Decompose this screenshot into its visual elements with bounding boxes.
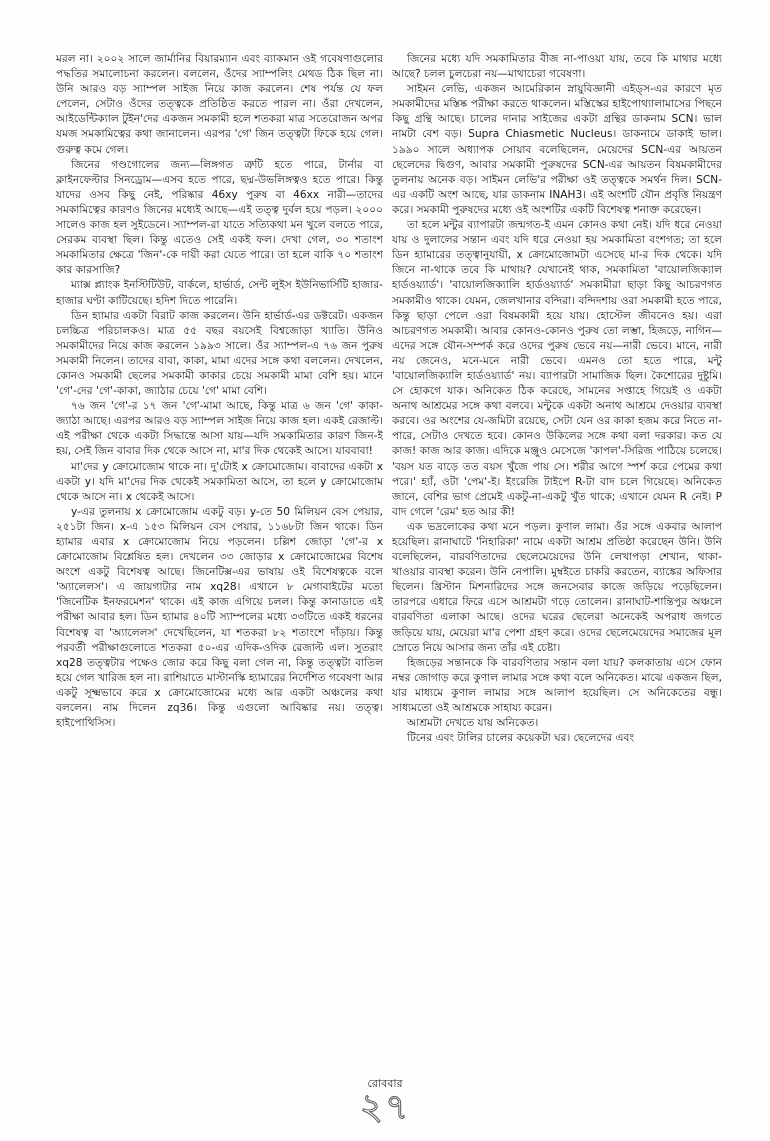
paragraph: জিনের মধ্যে যদি সমকামিতার বীজ না-পাওয়া যায়, তবে কি মাথার মধ্যে আছে? চলল চুলচেরা নয়—মাথাচেরা গবেষণা। xyxy=(392,53,722,81)
paragraph: হিজড়ের সন্তানকে কি বারবণিতার সন্তান বলা যায়? কলকাতায় এসে ফোন নম্বর জোগাড় করে কুণাল লামার সঙ্গে কথা বলে অনিকেত। মাঝে একজন ছিল, যার মাধ্যমে কুণাল লামার সঙ্গে আলাপ হয়েছিল। সে অনিকেতের বন্ধু। সাধ্যমতো ওই আশ্রমকে সাহায্য করেন। xyxy=(392,656,722,715)
paragraph: y-এর তুলনায় x ক্রোমোজোম একটু বড়। y-তে 50 মিলিয়ন বেস পেয়ার, ২৫১টা জিন। x-এ ১৫৩ মিলিয়ন বেস পেয়ার, ১১৬৮টা জিন থাকে। ডিন হ্যামার এবার x ক্রোমোজোম নিয়ে পড়লেন। চল্লিশ জোড়া 'গে'-র x ক্রোমোজোম বিশ্লেষিত হল। দেখলেন ৩৩ জোড়ার x ক্রোমোজোমের বিশেষ অংশে একটু বিশেষত্ব আছে। জিনেটিক্স-এর ভাষায় ওই বিশেষত্বকে বলে 'অ্যালেলস'। এ জায়গাটার নাম xq28। এখানে ৮ মেগাবাইটের মতো 'জিনেটিক ইনফরমেশন' থাকে। এই কাজ এগিয়ে চলল। কিন্তু কানাডাতে এই পরীক্ষা আবার হল। ডিন হ্যামার ৪০টি স্যাম্পলের মধ্যে ৩৩টিতে একই ধরনের বিশেষত্ব বা 'অ্যালেলস' দেখেছিলেন, যা শতকরা ৮২ শতাংশে দাঁড়ায়। কিন্তু পরবর্তী পরীক্ষাগুলোতে শতকরা ৫০-এর এদিক-ওদিক রেজাল্ট এল। সুতরাং xq28 তত্ত্বটার পক্ষেও জোর করে কিছু বলা গেল না, কিন্তু তত্ত্বটা বাতিল হয়ে গেল খারিজ হল না। রাশিয়াতে মাস্টানস্কি হ্যামারের নির্দেশিত গবেষণা আর একটু সূক্ষ্মভাবে করে x ক্রোমোজোমের মধ্যে আর একটা অঞ্চলের কথা বললেন। নাম দিলেন zq36। কিন্তু এগুলো আবিষ্কার নয়। তত্ত্ব। হাইপোথিসিস। xyxy=(56,505,383,730)
paragraph: জিনের গণ্ডগোলের জন্য—লিঙ্গগত ত্রুটি হতে পারে, টার্নার বা ক্লাইনফেল্টার সিনড্রোম—এসব হতে পারে, ছদ্ম-উভলিঙ্গত্বও হতে পারে। কিন্তু যাদের ওসব কিছু নেই, পরিষ্কার 46xy পুরুষ বা 46xx নারী—তাদের সমকামিত্বের কারণও জিনের মধ্যেই আছে—এই তত্ত্ব দুর্বল হয়ে পড়ল। ২০০০ সালেও কাজ হল সুইডেনে। স্যাম্পল-রা যাতে সত্যিকথা মন খুলে বলতে পারে, সেরকম ব্যবস্থা ছিল। কিন্তু এতেও সেই একই ফল। দেখা গেল, ৩০ শতাংশ সমকামিতার ক্ষেত্রে 'জিন'-কে দায়ী করা যেতে পারে। তা হলে বাকি ৭০ শতাংশ কার কারসাজি? xyxy=(56,158,383,277)
left-column xyxy=(56,52,383,1067)
paragraph: মরল না। ২০০২ সালে জার্মানির বিয়ারম্যান এবং ব্যাকমান ওই গবেষণাগুলোর পদ্ধতির সমালোচনা করলেন। বললেন, ওঁদের স্যাম্পলিং মেথড ঠিক ছিল না। উনি আরও বড় স্যাম্পল সাইজ নিয়ে কাজ করলেন। শেষ পর্যন্ত যে ফল পেলেন, সেটাও ওঁদের তত্ত্বকে প্রতিষ্ঠিত করতে পারল না। ওঁরা দেখলেন, আইডেন্টিক্যাল টুইন'দের একজন সমকামী হলে শতকরা মাত্র সতেরোজন অপর যমজ সমকামিত্বের কথা জানালেন। এরপর 'গে' জিন তত্ত্বটা ফিকে হয়ে গেল। গুরুত্ব কমে গেল। xyxy=(56,53,383,156)
paragraph: আশ্রমটা দেখতে যায় অনিকেত। xyxy=(407,717,539,730)
paragraph: টিনের এবং টালির চালের কয়েকটা ঘর। ছেলেদের এবং xyxy=(407,732,635,745)
magazine-name: রোববার xyxy=(367,1077,403,1090)
paragraph: এক ভদ্রলোকের কথা মনে পড়ল। কুণাল লামা। ওঁর সঙ্গে একবার আলাপ হয়েছিল। রানাঘাটে 'নিহারিকা' নামে একটা আশ্রম প্রতিষ্ঠা করেছেন উনি। উনি বলেছিলেন, বারবণিতাদের ছেলেমেয়েদের উনি লেখাপড়া শেখান, থাকা-খাওয়ার ব্যবস্থা করেন। উনি নেপালি। মুম্বইতে চাকরি করতেন, ব্যাঙ্কের অফিসার ছিলেন। খ্রিস্টান মিশনারিদের সঙ্গে জনসেবার কাজে জড়িয়ে পড়েছিলেন। তারপরে এধারে ফিরে এসে আশ্রমটা গড়ে তোলেন। রানাঘাট-শান্তিপুর অঞ্চলে বারবণিতা এলাকা আছে। ওদের ঘরের ছেলেরা অনেকেই অপরাধ জগতে জড়িয়ে যায়, মেয়েরা মা'র পেশা গ্রহণ করে। ওদের ছেলেমেয়েদের সমাজের মূল স্রোতে নিয়ে আসার জন্য তাঁর এই চেষ্টা। xyxy=(392,520,722,654)
right-column xyxy=(392,52,722,1067)
page-number: ২৭ xyxy=(359,1087,411,1128)
paragraph: ৭৬ জন 'গে'-র ১৭ জন 'গে'-মামা আছে, কিন্তু মাত্র ৬ জন 'গে' কাকা-জ্যাঠা আছে। এরপর আরও বড় স্যাম্পল সাইজ নিয়ে কাজ হল। একই রেজাল্ট। এই পরীক্ষা থেকে একটা সিদ্ধান্তে আসা যায়—যদি সমকামিতার কারণ জিন-ই হয়, সেই জিন বাবার দিক থেকে আসে না, মা'র দিক থেকেই আসে। যাববাবা! xyxy=(56,400,383,458)
paragraph: ম্যাক্স প্ল্যাংক ইনস্টিটিউট, বার্কলে, হার্ভার্ড, সেন্ট লুইস ইউনিভার্সিটি হাজার-হাজার ঘণ্টা কাটিয়েছে। হদিশ দিতে পারেনি। xyxy=(56,279,383,307)
paragraph: ডিন হ্যামার একটা বিরাট কাজ করলেন। উনি হার্ভার্ড-এর ডক্টরেট। একজন চলচ্চিত্র পরিচালকও। মাত্র ৫৫ বছর বয়সেই বিশ্বজোড়া খ্যাতি। উনিও সমকামীদের নিয়ে কাজ করলেন ১৯৯৩ সালে। ওঁর স্যাম্পল-এ ৭৬ জন পুরুষ সমকামী নিলেন। তাদের বাবা, কাকা, মামা এদের সঙ্গে কথা বললেন। দেখলেন, কোনও সমকামী ছেলের সমকামী কাকার চেয়ে সমকামী মামা বেশি হয়। মানে 'গে'-দের 'গে'-কাকা, জ্যাঠার চেয়ে 'গে' মামা বেশি। xyxy=(56,309,383,398)
paragraph: তা হলে মন্টুর ব্যাপারটা জন্মগত-ই এমন কোনও কথা নেই। যদি ধরে নেওয়া যায় ও দুলালের সন্তান এবং যদি ধরে নেওয়া হয় সমকামিতা বংশগত; তা হলে ডিন হ্যামারের তত্ত্বানুযায়ী, x ক্রোমোজোমটা এসেছে মা-র দিক থেকে। যদি জিনে না-থাকে তবে কি মাথায়? যেখানেই থাক, সমকামিতা 'বায়োলজিক্যাল হার্ডওয়্যার্ড'। 'বায়োলজিক্যালি হার্ডওয়্যার্ড' সমকামীরা ছাড়া কিছু আচরণগত সমকামীও থাকে। যেমন, জেলখানার বন্দিরা। বন্দিদশায় ওরা সমকামী হতে পারে, কিন্তু ছাড়া পেলে ওরা বিষমকামী হয়ে যায়। হোস্টেল জীবনেও হয়। এরা আচরণগত সমকামী। আবার কোনও-কোনও পুরুষ তো লম্ভা, হিজড়ে, নাগিন—এদের সঙ্গে যৌন-সম্পর্ক করে ওদের পুরুষ ভেবে নয়—নারী ভেবে। মানে, নারী নয় জেনেও, মনে-মনে নারী ভেবে। এমনও তো হতে পারে, মন্টু 'বায়োলজিক্যালি হার্ডওয়্যার্ড' নয়। ব্যাপারটা সামাজিক ছিল। কৈশোরের দুষ্টুমি। সে হোকগে যাক। অনিকেত ঠিক করেছে, সামনের সপ্তাহে গিয়েই ও একটা অনাথ আশ্রমের সঙ্গে কথা বলবে। মন্টুকে একটা অনাথ আশ্রমে দেওয়ার ব্যবস্থা করবে। ওর অংশের যে-জমিটা রয়েছে, সেটা যেন ওর কাকা হজম করে নিতে না-পারে, সেটাও দেখতে হবে। কোনও উকিলের সঙ্গে কথা বলা দরকার। কত যে কাজ! কাজ আর কাজ। এদিকে মঞ্জুও মেসেজে 'কাপল'-সিরিজ পাঠিয়ে চলেছে। 'বয়স যত বাড়ে তত বয়স খুঁজে পায় সে। শরীর আগে স্পর্শ করে পেমের কথা পরে।' হ্যাঁ, ওটা 'পেম'-ই। ইংরেজি টাইপে R-টা বাদ চলে গিয়েছে। অনিকেত জানে, বেশির ভাগ প্রেমেই একটু-না-একটু খুঁত থাকে; এখানে যেমন R নেই। P বাদ গেলে 'রেম' হত আর কী! xyxy=(392,219,722,518)
paragraph: মা'দের y ক্রোমোজোম থাকে না। দু'টোই x ক্রোমোজোম। বাবাদের একটা x একটা y। যদি মা'দের দিক থেকেই সমকামিতা আসে, তা হলে y ক্রোমোজোম থেকে আসে না। x থেকেই আসে। xyxy=(56,460,383,503)
paragraph: সাইমন লেভি, একজন আমেরিকান স্নায়ুবিজ্ঞানী এইড্‌স-এর কারণে মৃত সমকামীদের মস্তিষ্ক পরীক্ষা করতে থাকলেন। মস্তিস্কের হাইপোথ্যালামাসের পিছনে কিছু গ্রন্থি আছে। চালের দানার সাইজের একটা গ্রন্থির ডাকনাম SCN। ভাল নামটা বেশ বড়। Supra Chiasmetic Nucleus। ডাকনামে ডাকাই ভাল। ১৯৯০ সালে অধ্যাপক সোয়াব বলেছিলেন, মেয়েদের SCN-এর আয়তন ছেলেদের দ্বিগুণ, আবার সমকামী পুরুষদের SCN-এর আয়তন বিষমকামীদের তুলনায় অনেক বড়। সাইমন লেভি'র পরীক্ষা ওই তত্ত্বকে সমর্থন দিল। SCN-এর একটি অংশ আছে, যার ডাকনাম INAH3। এই অংশটি যৌন প্রবৃত্তি নিয়ন্ত্রণ করে। সমকামী পুরুষদের মধ্যে ওই অংশটির একটি বিশেষত্ব শনাক্ত করেছেন। xyxy=(392,83,722,216)
